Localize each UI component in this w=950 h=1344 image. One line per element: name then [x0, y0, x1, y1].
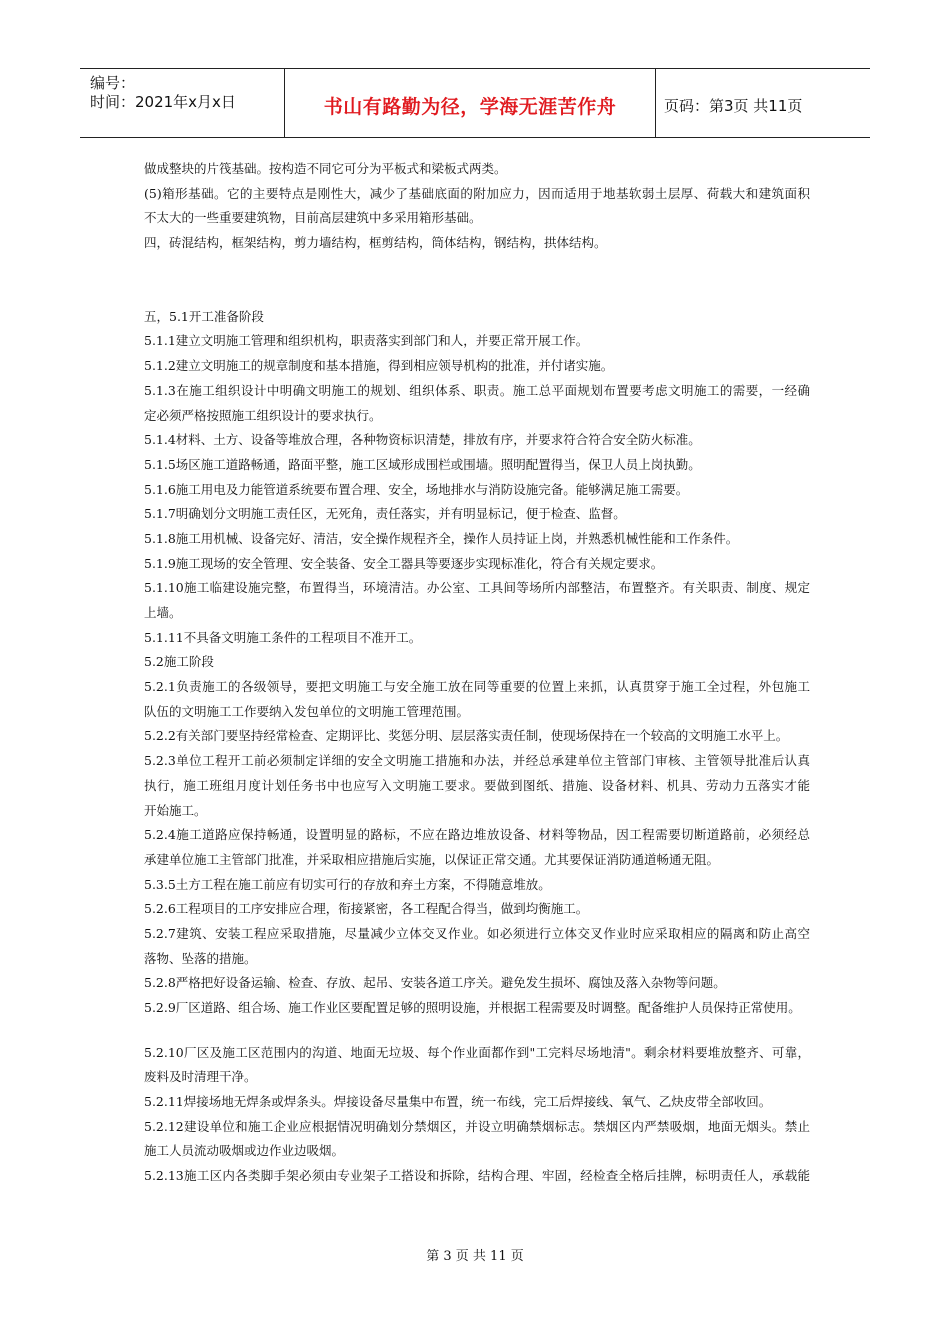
text-line: 5.2.4施工道路应保持畅通，设置明显的路标，不应在路边堆放设备、材料等物品，因工程需要切断道路前，必须经总 [144, 827, 810, 843]
text-line: 队伍的文明施工工作要纳入发包单位的文明施工管理范围。 [144, 703, 470, 719]
body-section-middle [144, 305, 810, 1021]
document-number-label: 编号： [90, 74, 136, 92]
document-date-label: 时间：2021年x月x日 [90, 93, 236, 111]
header-meta-cell [80, 69, 284, 137]
page-header [80, 68, 870, 138]
text-line: 5.2.2有关部门要坚持经常检查、定期评比、奖惩分明、层层落实责任制，使现场保持在一个较高的文明施工水平上。 [144, 728, 789, 744]
header-motto: 书山有路勤为径，学海无涯苦作舟 [323, 96, 617, 118]
text-line: 落物、坠落的措施。 [144, 950, 257, 966]
text-line: 5.2.11焊接场地无焊条或焊条头。焊接设备尽量集中布置，统一布线，完工后焊接线、氧气、乙炔皮带全部收回。 [144, 1094, 772, 1110]
text-line: 5.1.2建立文明施工的规章制度和基本措施，得到相应领导机构的批准，并付诸实施。 [144, 358, 614, 374]
section-gap [144, 256, 810, 305]
text-line: 5.2.3单位工程开工前必须制定详细的安全文明施工措施和办法，并经总承建单位主管部门审核、主管领导批准后认真 [144, 753, 810, 769]
text-line: 5.1.3在施工组织设计中明确文明施工的规划、组织体系、职责。施工总平面规划布置要考虑文明施工的需要，一经确 [144, 382, 810, 398]
body-section-bottom [144, 1041, 810, 1189]
text-line: 5.1.5场区施工道路畅通，路面平整，施工区域形成围栏或围墙。照明配置得当，保卫人员上岗执勤。 [144, 456, 701, 472]
text-line: 5.1.8施工用机械、设备完好、清洁，安全操作规程齐全，操作人员持证上岗，并熟悉机械性能和工作条件。 [144, 530, 739, 546]
text-line: 5.2.12建设单位和施工企业应根据情况明确划分禁烟区，并设立明确禁烟标志。禁烟区内严禁吸烟，地面无烟头。禁止 [144, 1118, 810, 1134]
text-line: 施工人员流动吸烟或边作业边吸烟。 [144, 1143, 345, 1159]
text-line: 5.2.9厂区道路、组合场、施工作业区要配置足够的照明设施，并根据工程需要及时调整。配备维护人员保持正常使用。 [144, 1000, 801, 1015]
text-line: 5.1.1建立文明施工管理和组织机构，职责落实到部门和人，并要正常开展工作。 [144, 333, 589, 349]
document-body [144, 157, 810, 1189]
text-line: 5.2.13施工区内各类脚手架必须由专业架子工搭设和拆除，结构合理、牢固，经检查全格后挂牌，标明责任人，承载能 [144, 1168, 810, 1184]
section-gap [144, 1021, 810, 1041]
page-footer: 第 3 页 共 11 页 [426, 1249, 524, 1264]
text-line: 上墙。 [144, 605, 182, 620]
text-line: 废料及时清理干净。 [144, 1069, 257, 1085]
text-line: 5.1.10施工临建设施完整，布置得当，环境清洁。办公室、工具间等场所内部整洁，布置整齐。有关职责、制度、规定 [144, 580, 810, 596]
text-line: 5.1.7明确划分文明施工责任区，无死角，责任落实，并有明显标记，便于检查、监督。 [144, 506, 626, 522]
text-line: 四，砖混结构，框架结构，剪力墙结构，框剪结构，筒体结构，钢结构，拱体结构。 [144, 235, 607, 251]
text-line: 5.2施工阶段 [144, 654, 214, 670]
text-line: 5.1.9施工现场的安全管理、安全装备、安全工器具等要逐步实现标准化，符合有关规定要求。 [144, 555, 664, 571]
text-line: 5.2.1负责施工的各级领导，要把文明施工与安全施工放在同等重要的位置上来抓，认真贯穿于施工全过程，外包施工 [144, 679, 810, 695]
text-line: 五，5.1开工准备阶段 [144, 308, 264, 324]
text-line: 5.1.6施工用电及力能管道系统要布置合理、安全，场地排水与消防设施完备。能够满足施工需要。 [144, 481, 689, 497]
header-page-cell [654, 69, 870, 137]
text-line: (5)箱形基础。它的主要特点是刚性大，减少了基础底面的附加应力，因而适用于地基软弱土层厚、荷载大和建筑面积 [144, 185, 810, 201]
text-line: 5.2.7建筑、安装工程应采取措施，尽量减少立体交叉作业。如必须进行立体交叉作业时应采取相应的隔离和防止高空 [144, 925, 810, 941]
text-line: 不太大的一些重要建筑物，目前高层建筑中多采用箱形基础。 [144, 210, 482, 226]
text-line: 5.1.11不具备文明施工条件的工程项目不准开工。 [144, 629, 422, 645]
text-line: 开始施工。 [144, 802, 207, 818]
header-page-number: 页码：第3页 共11页 [664, 97, 803, 115]
text-line: 5.2.8严格把好设备运输、检查、存放、起吊、安装各道工序关。避免发生损坏、腐蚀及落入杂物等问题。 [144, 975, 726, 991]
text-line: 5.3.5土方工程在施工前应有切实可行的存放和弃土方案，不得随意堆放。 [144, 876, 551, 892]
text-line: 执行，施工班组月度计划任务书中也应写入文明施工要求。要做到图纸、措施、设备材料、机具、劳动力五落实才能 [144, 777, 810, 793]
text-line: 定必须严格按照施工组织设计的要求执行。 [144, 407, 382, 423]
header-motto-cell [284, 69, 656, 137]
body-section-top [144, 157, 810, 256]
text-line: 承建单位施工主管部门批准，并采取相应措施后实施，以保证正常交通。尤其要保证消防通道畅通无阻。 [144, 851, 720, 867]
text-line: 5.2.10厂区及施工区范围内的沟道、地面无垃圾、每个作业面都作到"工完料尽场地清"。剩余材料要堆放整齐、可靠， [144, 1044, 810, 1060]
text-line: 5.1.4材料、土方、设备等堆放合理，各种物资标识清楚，排放有序，并要求符合符合安全防火标准。 [144, 432, 701, 448]
text-line: 做成整块的片筏基础。按构造不同它可分为平板式和梁板式两类。 [144, 161, 507, 176]
text-line: 5.2.6工程项目的工序安排应合理，衔接紧密，各工程配合得当，做到均衡施工。 [144, 901, 589, 917]
